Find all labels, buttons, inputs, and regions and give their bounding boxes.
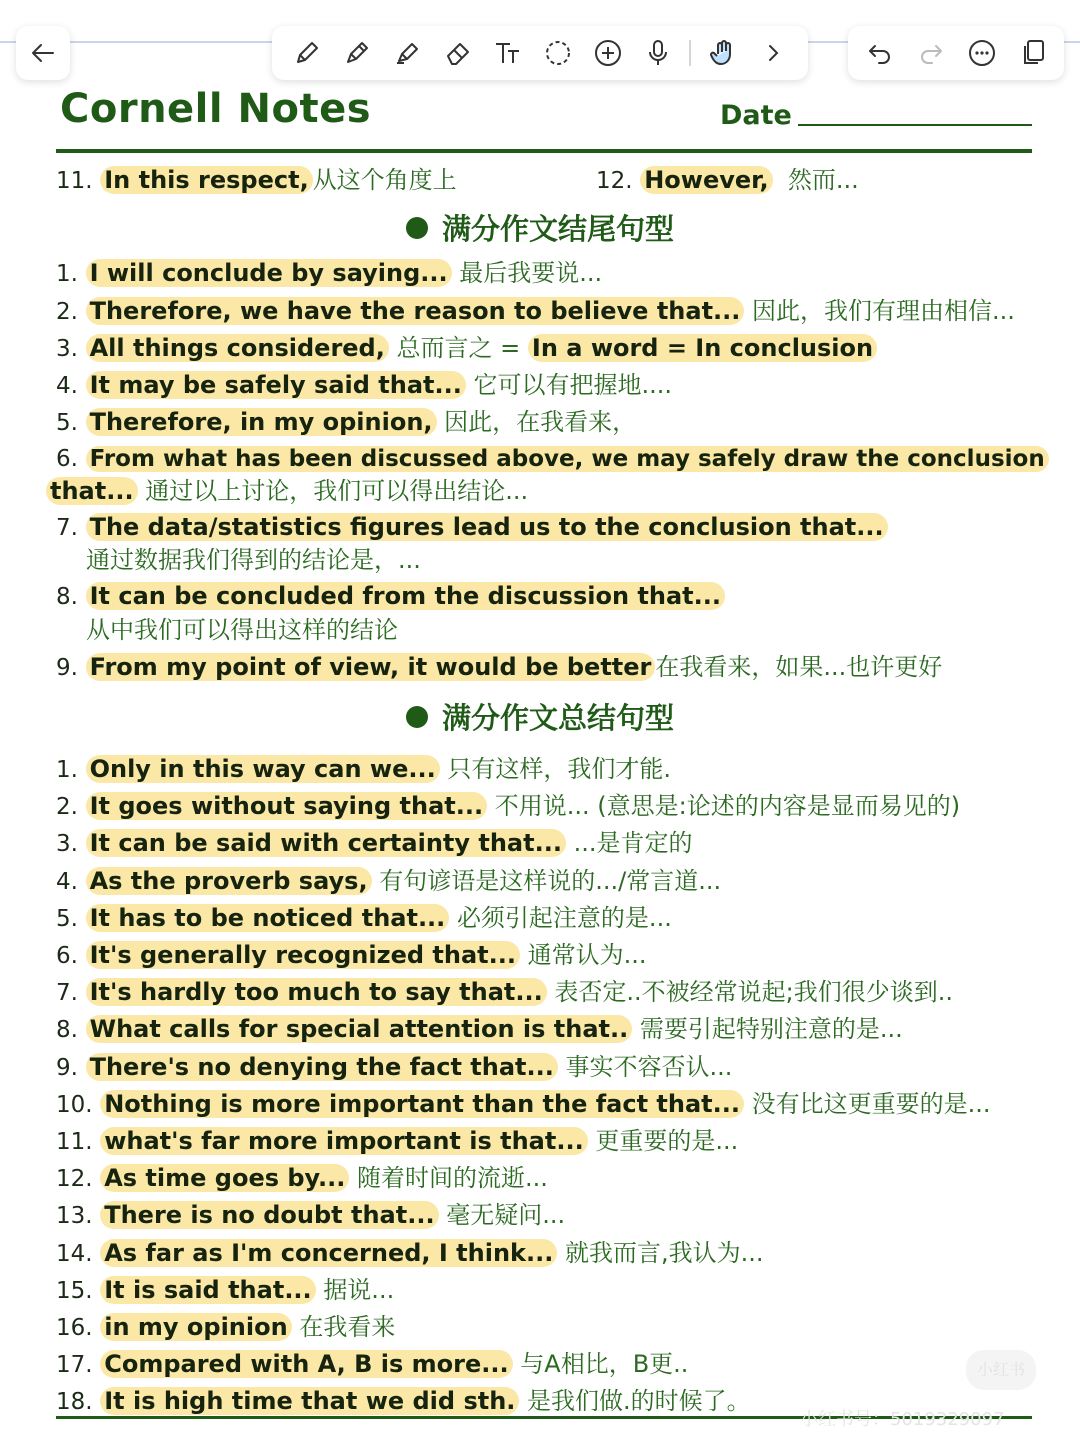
fountain-pen-tool-button[interactable] [338,34,376,72]
list-item [56,164,457,197]
chinese-translation: ...是肯定的 [573,829,693,857]
english-phrase: As time goes by... [100,1164,349,1192]
english-phrase: It has to be noticed that... [86,904,450,932]
chinese-translation: 在我看来 [299,1313,396,1341]
more-icon [967,38,997,68]
list-item [56,1199,565,1232]
lasso-icon [543,38,573,68]
list-item: 3. All things considered, 总而言之 = In a word = In conclusion [56,332,877,365]
chinese-translation: 没有比这更重要的是... [751,1090,991,1118]
list-item: 1. I will conclude by saying... 最后我要说... [56,259,603,287]
list-item-continued [46,475,528,507]
pen-icon [292,38,322,68]
english-phrase: In a word = In conclusion [528,334,877,362]
document-actions [848,26,1064,80]
back-button[interactable] [16,26,70,80]
item-number: 7. [56,980,78,1006]
chinese-translation: 在我看来，如果...也许更好 [655,653,943,681]
chinese-translation: 需要引起特别注意的是... [639,1015,903,1043]
highlighter-tool-button[interactable] [388,34,426,72]
list-item [56,1348,688,1381]
list-item: 6. From what has been discussed above, we may safely draw the conclusion [56,442,1049,475]
bullet-icon [406,217,428,239]
list-item [56,753,671,786]
drawing-toolbar [272,26,808,80]
redo-icon [916,38,946,68]
list-item [56,902,672,935]
english-phrase: All things considered, [86,334,389,362]
chevron-right-icon [758,38,788,68]
english-phrase: In this respect, [100,166,312,194]
item-number: 5. [56,906,78,932]
list-item [56,1274,394,1307]
english-phrase: what's far more important is that... [100,1127,587,1155]
list-item [56,1013,903,1046]
english-phrase: From my point of view, it would be better [86,653,656,681]
section-heading: 满分作文结尾句型 [0,211,1080,247]
pen-tool-button[interactable] [288,34,326,72]
english-phrase: The data/statistics figures lead us to the conclusion that... [86,513,888,541]
chinese-translation: 随着时间的流逝... [356,1164,548,1192]
item-number: 6. [56,943,78,969]
english-phrase: It is said that... [100,1276,315,1304]
text-tool-icon [493,38,523,68]
chinese-translation: 最后我要说... [459,259,603,287]
record-audio-button[interactable] [639,34,677,72]
more-tools-button[interactable] [754,34,792,72]
chinese-translation: 据说... [323,1276,395,1304]
chinese-translation: 只有这样，我们才能. [447,755,671,783]
header-rule [56,149,1032,153]
highlighter-icon [392,38,422,68]
item-number: 4. [56,869,78,895]
date-label: Date [720,100,792,131]
item-number: 13. [56,1203,93,1229]
eraser-tool-button[interactable] [439,34,477,72]
item-number: 15. [56,1278,93,1304]
english-phrase: Nothing is more important than the fact that... [100,1090,744,1118]
list-item [56,1162,548,1195]
list-item-continued [86,614,398,646]
english-phrase: What calls for special attention is that.. [86,1015,633,1043]
list-item [56,865,721,898]
english-phrase: It is high time that we did sth. [100,1387,519,1415]
item-number: 10. [56,1092,93,1118]
english-phrase: It may be safely said that... [86,371,466,399]
back-arrow-icon [29,39,57,67]
item-number: 11. [56,1129,93,1155]
item-number: 17. [56,1352,93,1378]
item-number: 1. [56,757,78,783]
add-icon [593,38,623,68]
pages-button[interactable] [1014,34,1052,72]
lasso-tool-button[interactable] [539,34,577,72]
chinese-translation: 是我们做.的时候了。 [527,1387,751,1415]
chinese-translation: 通过以上讨论，我们可以得出结论... [145,477,529,505]
english-phrase: It can be said with certainty that... [86,829,566,857]
item-number: 9. [56,1055,78,1081]
list-item: 8. It can be concluded from the discussion that... [56,580,725,613]
english-phrase: As the proverb says, [86,867,372,895]
list-item [56,1125,738,1158]
list-item [596,164,859,197]
english-phrase: It can be concluded from the discussion that... [86,582,725,610]
list-item [56,1385,751,1418]
chinese-translation: 通常认为... [527,941,647,969]
english-phrase: Only in this way can we... [86,755,440,783]
english-phrase: Therefore, we have the reason to believe that... [86,297,745,325]
toolbar-separator [689,40,691,66]
list-item [56,1237,764,1270]
chinese-translation: 因此，我们有理由相信... [752,297,1015,325]
text-tool-button[interactable] [489,34,527,72]
chinese-translation: 必须引起注意的是... [456,904,672,932]
chinese-translation: 然而... [787,166,859,194]
chinese-translation: 有句谚语是这样说的.../常言道... [379,867,722,895]
chinese-translation: 表否定..不被经常说起;我们很少谈到.. [554,978,953,1006]
redo-button[interactable] [912,34,950,72]
english-phrase: It goes without saying that... [86,792,488,820]
english-phrase: There's no denying the fact that... [86,1053,558,1081]
chinese-translation: 它可以有把握地.... [473,371,673,399]
list-item [56,790,960,823]
hand-pointer-icon [708,38,738,68]
list-item: 9. From my point of view, it would be better 在我看来，如果...也许更好 [56,653,943,681]
section-heading: 满分作文总结句型 [0,700,1080,736]
list-item: 2. Therefore, we have the reason to believe that... 因此，我们有理由相信... [56,297,1015,325]
list-item [56,827,692,860]
english-phrase: There is no doubt that... [100,1201,438,1229]
chinese-translation: 更重要的是... [595,1127,739,1155]
fountain-pen-icon [342,38,372,68]
list-item [56,1051,732,1084]
undo-icon [865,38,895,68]
list-item [56,976,953,1009]
pages-icon [1018,38,1048,68]
item-number: 11. [56,168,93,194]
item-number: 3. [56,831,78,857]
chinese-translation: 总而言之 = [396,334,521,362]
undo-button[interactable] [861,34,899,72]
hand-tool-button[interactable] [704,34,742,72]
watermark: 小红书号：5019329097 [800,1409,1005,1430]
date-line [798,124,1032,126]
english-phrase: From what has been discussed above, we may safely draw the conclusion [86,446,1049,472]
english-phrase: that... [46,477,138,505]
add-element-button[interactable] [589,34,627,72]
english-phrase: However, [640,166,772,194]
item-number: 18. [56,1389,93,1415]
list-item: 5. Therefore, in my opinion, 因此，在我看来， [56,408,637,436]
chinese-translation: 通过数据我们得到的结论是，... [86,546,421,574]
item-number: 14. [56,1241,93,1267]
english-phrase: It's hardly too much to say that... [86,978,547,1006]
item-number: 8. [56,1017,78,1043]
english-phrase: As far as I'm concerned, I think... [100,1239,557,1267]
bullet-icon [406,706,428,728]
list-item: 4. It may be safely said that... 它可以有把握地.... [56,371,673,399]
item-number: 12. [596,168,633,194]
item-number: 2. [56,794,78,820]
chinese-translation: 毫无疑问... [446,1201,566,1229]
english-phrase: I will conclude by saying... [86,259,452,287]
list-item [56,1311,395,1344]
more-options-button[interactable] [963,34,1001,72]
english-phrase: in my opinion [100,1313,291,1341]
chinese-translation: 与A相比，B更.. [520,1350,689,1378]
item-number: 12. [56,1166,93,1192]
list-item [56,939,647,972]
chinese-translation: 从中我们可以得出这样的结论 [86,616,398,644]
chinese-translation: 因此，在我看来， [444,408,637,436]
english-phrase: Compared with A, B is more... [100,1350,512,1378]
english-phrase: Therefore, in my opinion, [86,408,437,436]
microphone-icon [643,38,673,68]
list-item: 7. The data/statistics figures lead us to the conclusion that... [56,511,888,544]
chinese-translation: 从这个角度上 [312,166,457,194]
item-number: 16. [56,1315,93,1341]
english-phrase: It's generally recognized that... [86,941,520,969]
chinese-translation: 事实不容否认... [565,1053,733,1081]
list-item [56,1088,991,1121]
watermark-badge: 小红书 [966,1350,1036,1390]
list-item-continued [86,544,421,576]
chinese-translation: 就我而言,我认为... [565,1239,764,1267]
eraser-icon [443,38,473,68]
page-title: Cornell Notes [60,86,372,132]
chinese-translation: 不用说... (意思是:论述的内容是显而易见的) [494,792,961,820]
